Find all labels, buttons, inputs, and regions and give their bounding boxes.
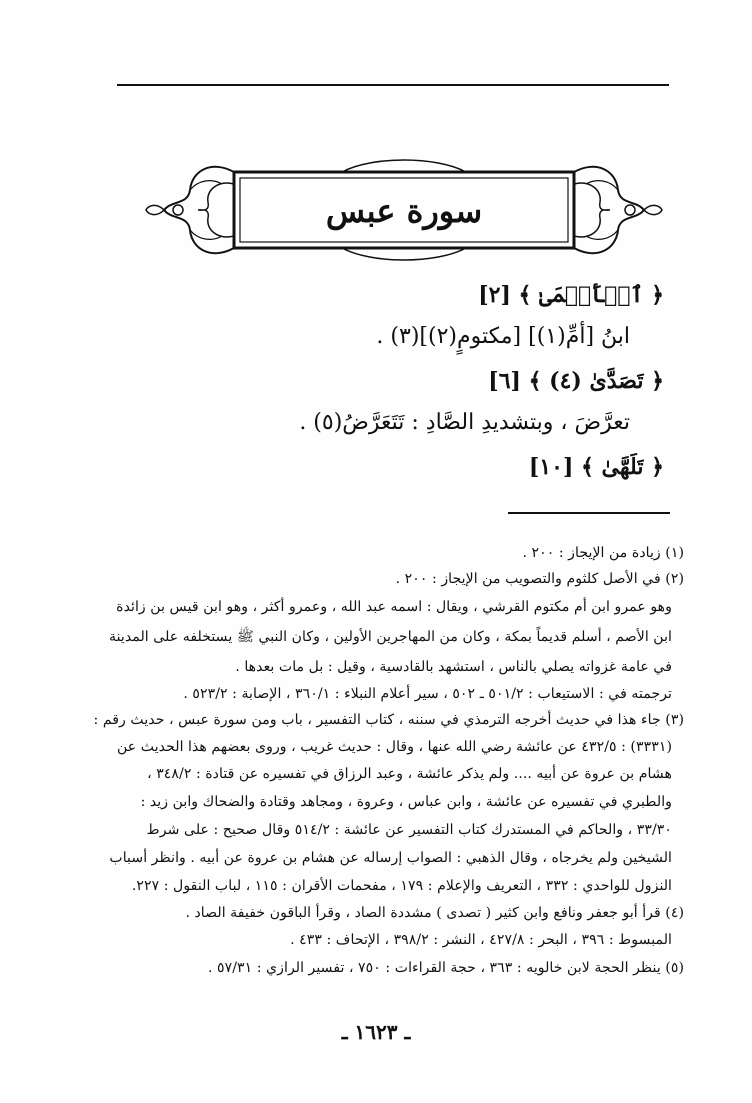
footnote-line: ٣٣/٣٠ ، والحاكم في المستدرك كتاب التفسير عن عائشة : ٥١٤/٢ وقال صحيح : على شرط <box>146 822 672 838</box>
surah-title: سورة عبس <box>325 192 483 230</box>
surah-title-banner <box>142 150 666 270</box>
footnote-line: ترجمته في : الاستيعاب : ٥٠١/٢ ـ ٥٠٢ ، سير أعلام النبلاء : ٣٦٠/١ ، الإصابة : ٥٢٣/٢ . <box>183 686 672 702</box>
footnote-line: (٣) جاء هذا في حديث أخرجه الترمذي في سننه ، كتاب التفسير ، باب ومن سورة عبس ، حديث رقم : <box>93 712 684 728</box>
footnote-line: المبسوط : ٣٩٦ ، البحر : ٤٢٧/٨ ، النشر : ٣٩٨/٢ ، الإتحاف : ٤٣٣ . <box>290 932 672 948</box>
top-rule <box>117 84 669 86</box>
footnote-line: (٣٣٣١) : ٤٣٢/٥ عن عائشة رضي الله عنها ، وقال : حديث غريب ، وروى بعضهم هذا الحديث عن <box>116 739 672 755</box>
footnote-line: النزول للواحدي : ٣٣٢ ، التعريف والإعلام : ١٧٩ ، مفحمات الأقران : ١١٥ ، لباب النقول : ٢٢٧. <box>131 878 672 894</box>
footnote-line: والطبري في تفسيره عن عائشة ، وابن عباس ، وعروة ، ومجاهد وقتادة والضحاك وابن زيد : <box>140 794 672 810</box>
verse-line: ﴿ تَصَدَّىٰ (٤) ﴾ [٦] <box>488 368 664 394</box>
footnote-line: في عامة غزواته يصلي بالناس ، استشهد بالقادسية ، وقيل : بل مات بعدها . <box>235 659 672 675</box>
footnote-line: (١) زيادة من الإيجاز : ٢٠٠ . <box>522 545 684 561</box>
verse-line: ﴿ ٱلۡأَعۡمَىٰ ﴾ [٢] <box>478 282 664 308</box>
footnote-line: (٢) في الأصل كلثوم والتصويب من الإيجاز : ٢٠٠ . <box>395 571 684 587</box>
footnote-line: هشام بن عروة عن أبيه .... ولم يذكر عائشة ، وعبد الرزاق في تفسيره عن قتادة : ٣٤٨/٢ ، <box>147 766 672 782</box>
footnote-line: (٤) قرأ أبو جعفر ونافع وابن كثير ( تصدى ) مشددة الصاد ، وقرأ الباقون خفيفة الصاد . <box>185 905 684 921</box>
gloss-line: ابنُ [أمِّ(١)] [مكتومٍ(٢)](٣) . <box>376 324 630 349</box>
footnote-line: وهو عمرو ابن أم مكتوم القرشي ، ويقال : اسمه عبد الله ، وعمرو أكثر ، وهو ابن قيس بن زائدة <box>116 599 672 615</box>
footnote-line: (٥) ينظر الحجة لابن خالويه : ٣٦٣ ، حجة القراءات : ٧٥٠ ، تفسير الرازي : ٥٧/٣١ . <box>207 960 684 976</box>
verse-line: ﴿ تَلَهَّىٰ ﴾ [١٠] <box>528 454 664 480</box>
gloss-line: تعرَّضَ ، وبتشديدِ الصَّادِ : تَتَعَرَّضُ(٥) . <box>299 410 630 435</box>
footnote-separator <box>508 512 670 514</box>
footnote-line: ابن الأصم ، أسلم قديماً بمكة ، وكان من المهاجرين الأولين ، وكان النبي ﷺ يستخلفه على المدينة <box>109 629 672 645</box>
page-number: ـ ١٦٢٣ ـ <box>341 1020 411 1044</box>
footnote-line: الشيخين ولم يخرجاه ، وقال الذهبي : الصواب إرساله عن هشام بن عروة عن أبيه . وانظر أسباب <box>109 850 672 866</box>
